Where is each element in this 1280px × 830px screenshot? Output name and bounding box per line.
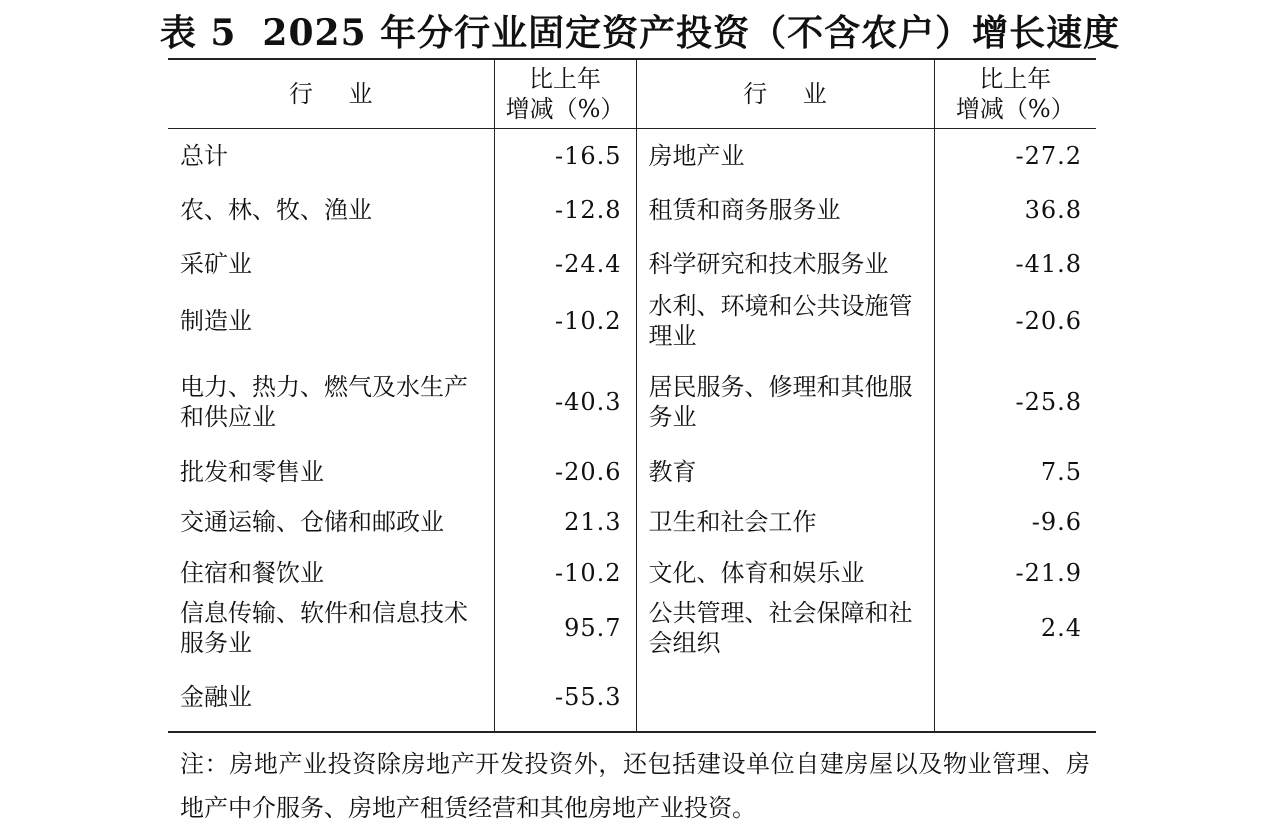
right-industry-name: 租赁和商务服务业 xyxy=(636,183,934,237)
table-row xyxy=(168,183,1096,237)
table-footnote: 注：房地产业投资除房地产开发投资外，还包括建设单位自建房屋以及物业管理、房地产中介服务、房地产租赁经营和其他房地产业投资。 xyxy=(180,750,1090,822)
header-change-right xyxy=(934,59,1096,129)
right-growth-value: -25.8 xyxy=(934,351,1096,453)
right-growth-value: -20.6 xyxy=(934,291,1096,351)
right-industry-name: 居民服务、修理和其他服务业 xyxy=(636,351,934,453)
left-growth-value: -10.2 xyxy=(494,291,636,351)
header-change-right-line2: 增减（%） xyxy=(955,95,1075,123)
left-industry-name: 电力、热力、燃气及水生产和供应业 xyxy=(180,373,468,431)
left-growth-value: -10.2 xyxy=(494,553,636,593)
right-growth-value: 7.5 xyxy=(934,453,1096,491)
header-change-right-line1: 比上年 xyxy=(979,65,1052,93)
left-growth-value: -40.3 xyxy=(494,351,636,453)
table-row xyxy=(168,593,1096,663)
right-industry-name: 公共管理、社会保障和社会组织 xyxy=(636,593,934,663)
left-industry-name: 批发和零售业 xyxy=(180,458,324,486)
right-growth-value: 36.8 xyxy=(934,183,1096,237)
investment-growth-table xyxy=(168,58,1096,733)
left-growth-value: 95.7 xyxy=(494,593,636,663)
left-industry-name: 交通运输、仓储和邮政业 xyxy=(180,508,444,536)
table-row xyxy=(168,129,1096,184)
left-industry-name: 信息传输、软件和信息技术服务业 xyxy=(180,599,468,657)
table-title xyxy=(0,10,1280,56)
right-industry-name: 水利、环境和公共设施管理业 xyxy=(636,291,934,351)
right-industry-name: 科学研究和技术服务业 xyxy=(636,237,934,291)
table-number: 表 5 xyxy=(159,12,237,54)
right-growth-value: -27.2 xyxy=(934,129,1096,184)
left-growth-value: -16.5 xyxy=(494,129,636,184)
left-industry-name: 农、林、牧、渔业 xyxy=(180,196,372,224)
right-growth-value xyxy=(934,663,1096,732)
right-growth-value: -9.6 xyxy=(934,491,1096,553)
table-row xyxy=(168,453,1096,491)
left-growth-value: 21.3 xyxy=(494,491,636,553)
header-change-left-line2: 增减（%） xyxy=(505,95,625,123)
left-growth-value: -12.8 xyxy=(494,183,636,237)
left-industry-name: 采矿业 xyxy=(180,250,252,278)
right-industry-name: 教育 xyxy=(636,453,934,491)
right-growth-value: -41.8 xyxy=(934,237,1096,291)
right-growth-value: 2.4 xyxy=(934,593,1096,663)
table-row xyxy=(168,237,1096,291)
table-row xyxy=(168,491,1096,553)
left-industry-name: 住宿和餐饮业 xyxy=(180,559,324,587)
table-header-row xyxy=(168,59,1096,129)
header-change-left-line1: 比上年 xyxy=(529,65,601,93)
table-row xyxy=(168,553,1096,593)
right-industry-name xyxy=(636,663,934,732)
header-industry-left: 行 业 xyxy=(288,80,387,108)
right-industry-name: 房地产业 xyxy=(636,129,934,184)
table-title-text: 2025 年分行业固定资产投资（不含农户）增长速度 xyxy=(262,12,1121,54)
header-industry-right: 行 业 xyxy=(636,59,934,129)
left-industry-name: 制造业 xyxy=(180,307,252,335)
left-growth-value: -24.4 xyxy=(494,237,636,291)
table-row xyxy=(168,291,1096,351)
left-industry-name: 总计 xyxy=(180,142,228,170)
left-industry-name: 金融业 xyxy=(180,683,252,711)
table-row xyxy=(168,663,1096,732)
left-growth-value: -55.3 xyxy=(494,663,636,732)
header-change-left xyxy=(494,59,636,129)
right-industry-name: 卫生和社会工作 xyxy=(636,491,934,553)
right-industry-name: 文化、体育和娱乐业 xyxy=(636,553,934,593)
left-growth-value: -20.6 xyxy=(494,453,636,491)
right-growth-value: -21.9 xyxy=(934,553,1096,593)
table-row xyxy=(168,351,1096,453)
